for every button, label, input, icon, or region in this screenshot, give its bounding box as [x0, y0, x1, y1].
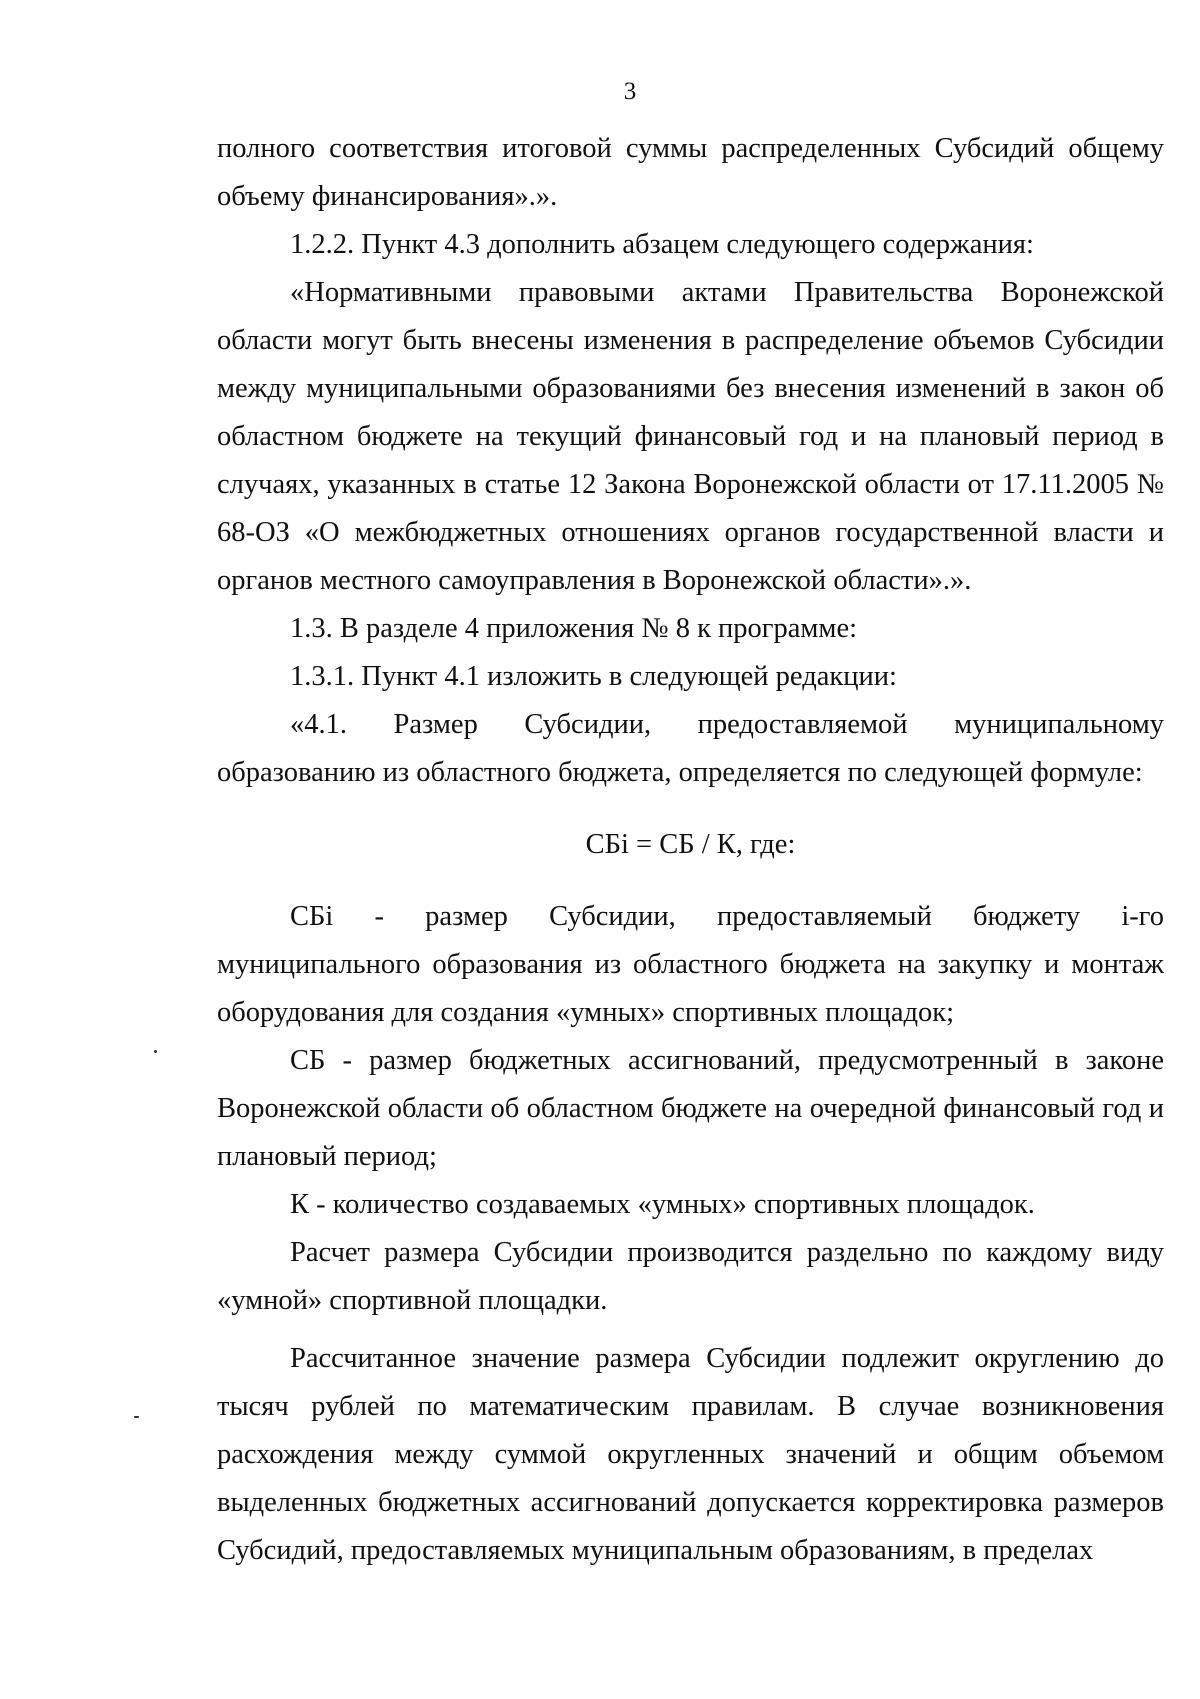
formula: СБi = СБ / К, где:: [585, 829, 796, 860]
paragraph-definition-sb: СБ - размер бюджетных ассигнований, предусмотренный в законе Воронежской области об областном бюджете на очередной финансовый год и плановый период;: [217, 1045, 1164, 1172]
page-number: 3: [623, 78, 637, 105]
scan-speck: [154, 1050, 157, 1053]
paragraph-clause-1-3-1: 1.3.1. Пункт 4.1 изложить в следующей редакции:: [290, 661, 897, 692]
paragraph-definition-k: К - количество создаваемых «умных» спортивных площадок.: [290, 1189, 1035, 1220]
paragraph-continuation: полного соответствия итоговой суммы распределенных Субсидий общему объему финансирования».».: [217, 133, 1164, 212]
body-text: [217, 125, 1164, 1575]
paragraph-calculation: Расчет размера Субсидии производится раздельно по каждому виду «умной» спортивной площадки.: [217, 1237, 1164, 1316]
paragraph-clause-1-2-2: 1.2.2. Пункт 4.3 дополнить абзацем следующего содержания:: [290, 229, 1034, 260]
paragraph-clause-4-1: «4.1. Размер Субсидии, предоставляемой муниципальному образованию из областного бюджета, определяется по следующей формуле:: [217, 709, 1164, 788]
paragraph-quoted-amendment: «Нормативными правовыми актами Правительства Воронежской области могут быть внесены изменения в распределение объемов Субсидии между муниципальными образованиями без внесения изменений в закон об областном бюджете на текущий финансовый год и на плановый период в случаях, указанных в статье 12 Закона Воронежской области от 17.11.2005 № 68-ОЗ «О межбюджетных отношениях органов государственной власти и органов местного самоуправления в Воронежской области».».: [217, 277, 1164, 596]
paragraph-rounding: Рассчитанное значение размера Субсидии подлежит округлению до тысяч рублей по математическим правилам. В случае возникновения расхождения между суммой округленных значений и общим объемом выделенных бюджетных ассигнований допускается корректировка размеров Субсидий, предоставляемых муниципальным образованиям, в пределах: [217, 1343, 1164, 1566]
paragraph-definition-sbi: СБi - размер Субсидии, предоставляемый бюджету i-го муниципального образования из областного бюджета на закупку и монтаж оборудования для создания «умных» спортивных площадок;: [217, 901, 1164, 1028]
scan-speck: [134, 1416, 139, 1418]
paragraph-clause-1-3: 1.3. В разделе 4 приложения № 8 к программе:: [290, 613, 858, 644]
